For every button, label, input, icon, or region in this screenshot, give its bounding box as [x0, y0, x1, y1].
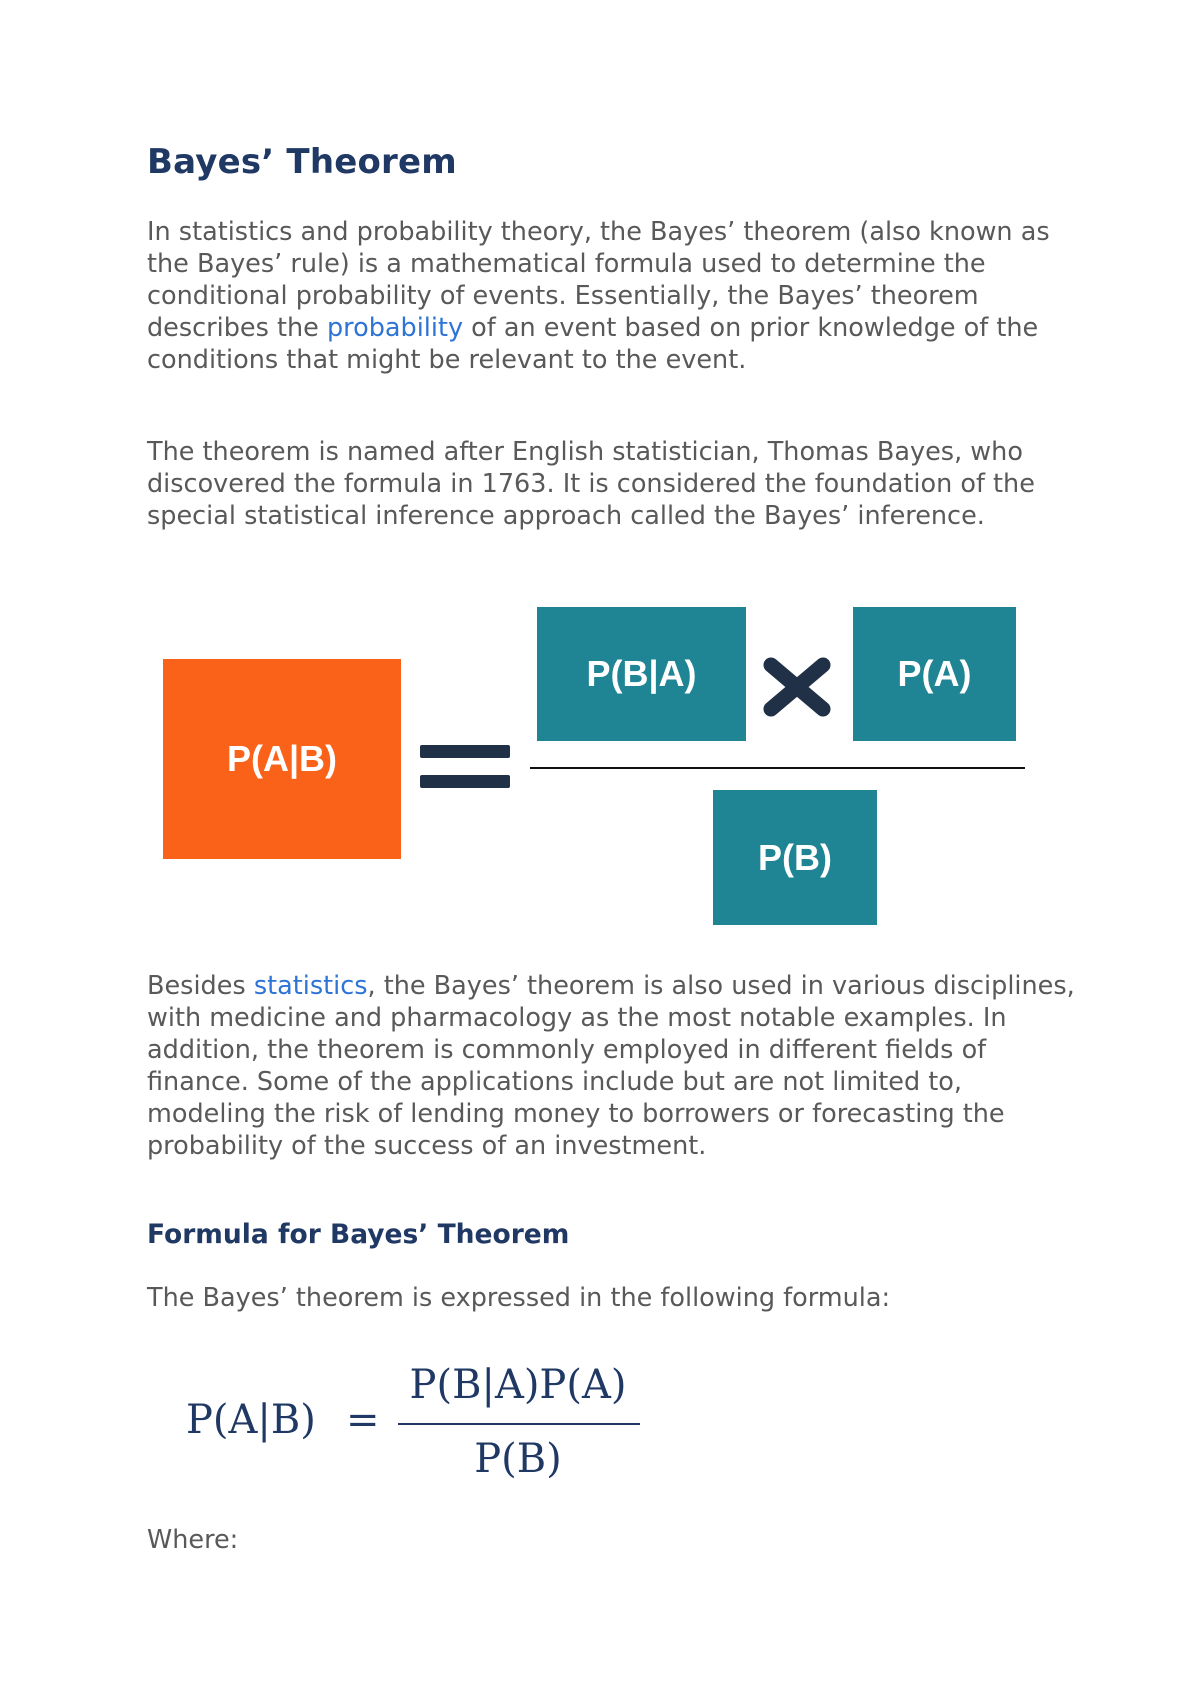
formula-equals: =	[346, 1397, 380, 1443]
intro-paragraph	[147, 216, 1077, 376]
formula-lhs: P(A|B)	[186, 1397, 316, 1443]
applications-paragraph	[147, 970, 1077, 1162]
page-title: Bayes’ Theorem	[147, 142, 457, 182]
formula-fraction-line	[398, 1423, 640, 1425]
applications-text-2: , the Bayes’ theorem is also used in various disciplines, with medicine and pharmacology as the most notable examples. In addition, the theorem is commonly employed in different fields of finance. Some of the applications include but are not limited to, modeling the risk of lending money to borrowers or forecasting the probability of the success of an investment.	[147, 971, 1075, 1161]
formula-intro: The Bayes’ theorem is expressed in the following formula:	[147, 1283, 891, 1313]
intro-text-2: of an event based on prior knowledge of the conditions that might be relevant to the event.	[147, 313, 1039, 375]
formula-numerator: P(B|A)P(A)	[409, 1362, 627, 1408]
numerator-left-box: P(B|A)	[537, 607, 746, 741]
multiply-icon	[763, 655, 831, 717]
denominator-box: P(B)	[713, 790, 877, 925]
formula-denominator: P(B)	[474, 1436, 562, 1482]
probability-link[interactable]: probability	[326, 313, 464, 343]
where-label: Where:	[147, 1525, 239, 1555]
history-paragraph: The theorem is named after English statistician, Thomas Bayes, who discovered the formula in 1763. It is considered the foundation of the special statistical inference approach called the Bayes’ inference.	[147, 437, 1035, 531]
lhs-box: P(A|B)	[163, 659, 401, 859]
equals-bar-top	[420, 745, 510, 758]
formula-heading: Formula for Bayes’ Theorem	[147, 1219, 570, 1250]
intro-text-1: In statistics and probability theory, the Bayes’ theorem (also known as the Bayes’ rule) is a mathematical formula used to determine the conditional probability of events. Essentially, the Bayes’ theorem describes the	[147, 217, 1050, 343]
fraction-line	[530, 767, 1025, 769]
numerator-right-box: P(A)	[853, 607, 1016, 741]
equals-bar-bottom	[420, 775, 510, 788]
statistics-link[interactable]: statistics	[253, 971, 368, 1001]
applications-text-1: Besides	[147, 971, 254, 1001]
